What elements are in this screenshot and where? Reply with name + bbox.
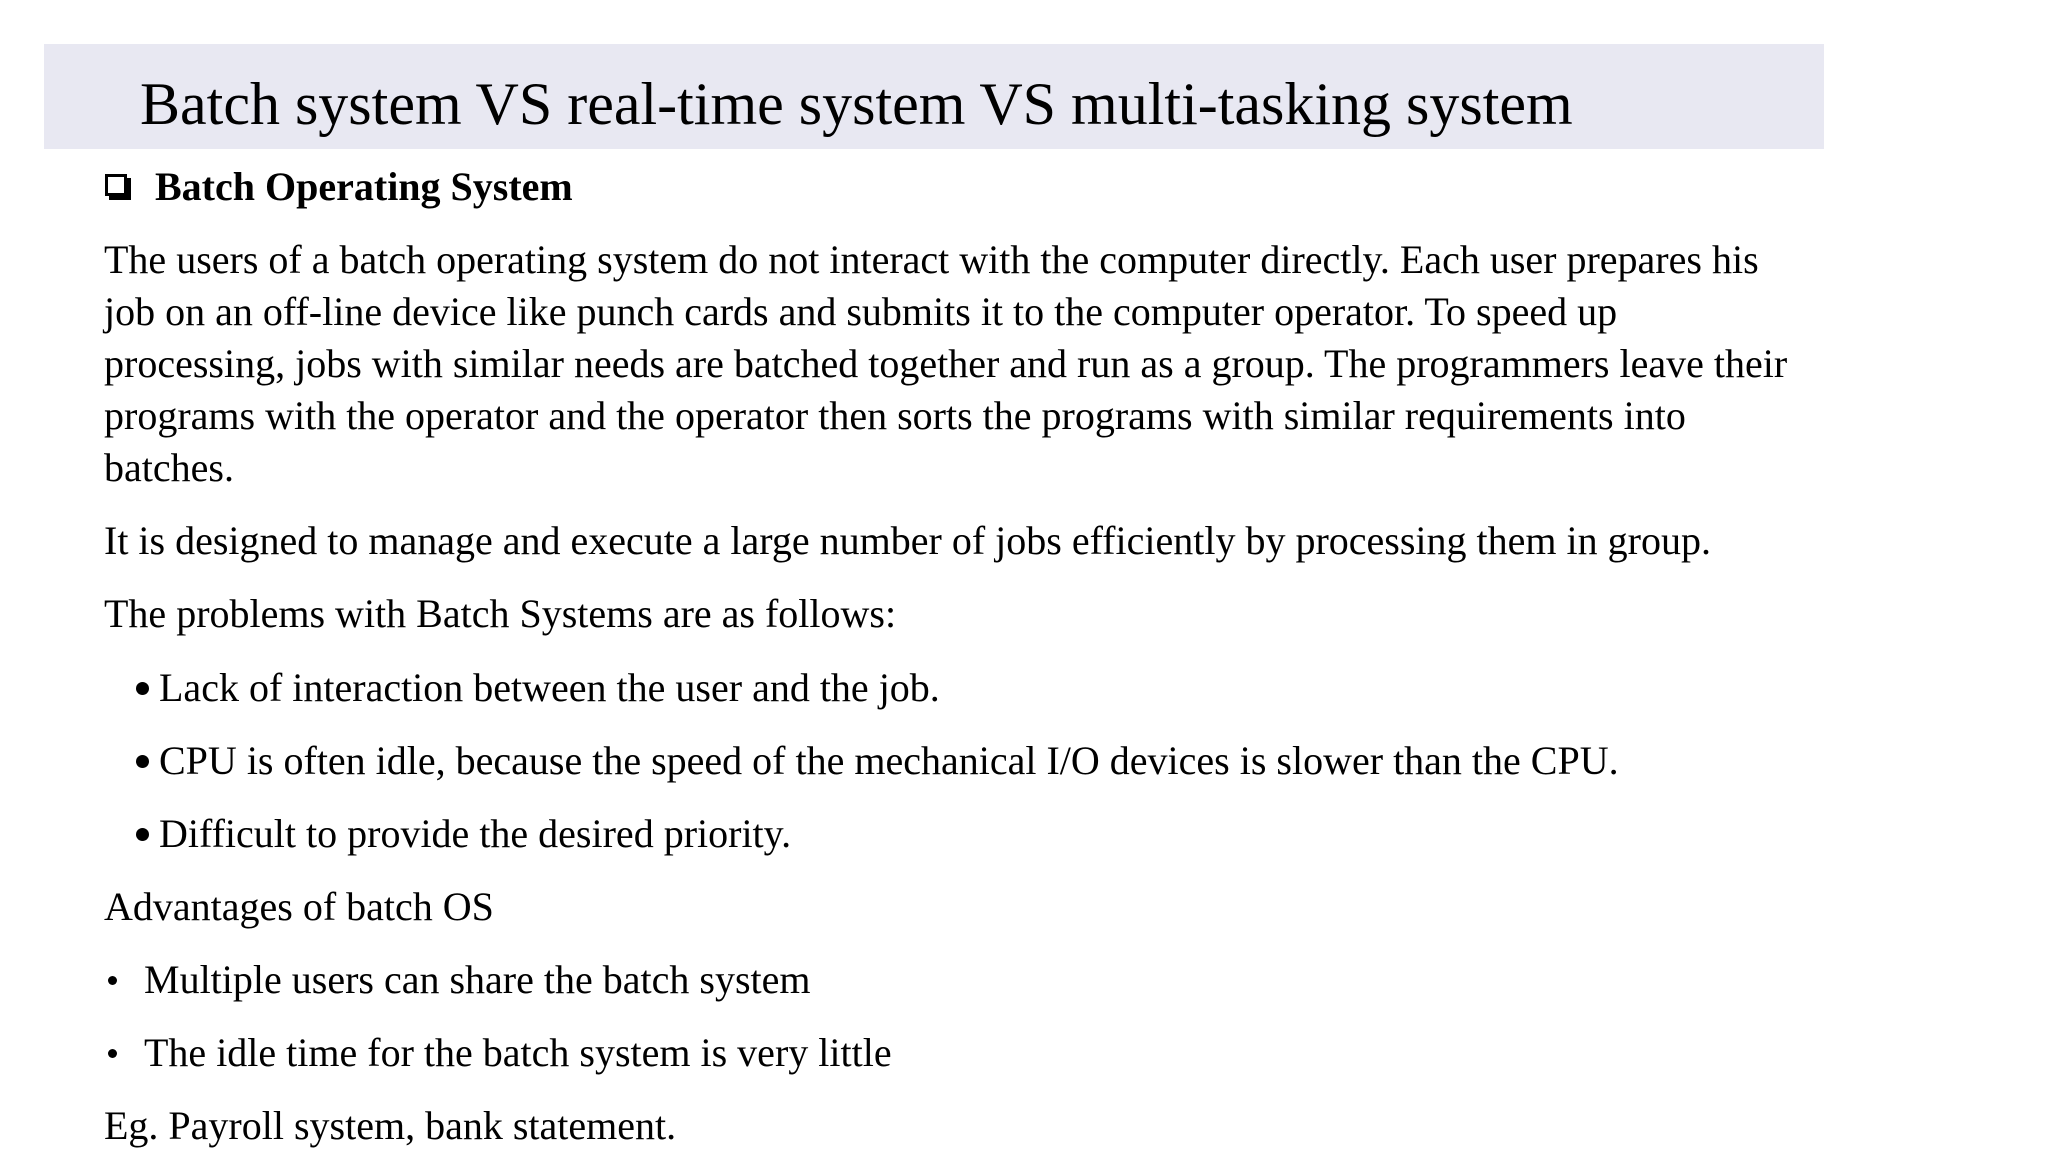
bullet-icon <box>108 976 117 985</box>
bullet-icon <box>108 1049 117 1058</box>
bullet-icon <box>136 828 149 841</box>
advantage-item <box>104 1027 892 1079</box>
intro-line: batches. <box>104 445 234 490</box>
intro-line: The users of a batch operating system do not interact with the computer directly. Each user prepares his <box>104 237 1759 282</box>
problems-heading: The problems with Batch Systems are as follows: <box>104 591 897 636</box>
advantage-text: Multiple users can share the batch system <box>144 957 811 1002</box>
bullet-icon <box>136 682 149 695</box>
slide-title: Batch system VS real-time system VS multi-tasking system <box>140 71 1573 137</box>
problem-item <box>136 808 791 860</box>
advantage-text: The idle time for the batch system is very little <box>144 1030 892 1075</box>
problem-text: Lack of interaction between the user and the job. <box>159 665 940 710</box>
section-heading-label: Batch Operating System <box>155 164 573 209</box>
design-statement: It is designed to manage and execute a large number of jobs efficiently by processing them in group. <box>104 518 1711 563</box>
advantage-item <box>104 954 810 1006</box>
advantages-heading: Advantages of batch OS <box>104 884 494 929</box>
intro-line: programs with the operator and the operator then sorts the programs with similar requirements into <box>104 393 1686 438</box>
checkbox-bullet-icon <box>105 174 127 196</box>
section-heading <box>105 162 573 212</box>
problem-text: Difficult to provide the desired priority. <box>159 811 792 856</box>
example-text: Eg. Payroll system, bank statement. <box>104 1103 677 1148</box>
bullet-icon <box>136 755 149 768</box>
intro-paragraph <box>104 234 1964 494</box>
problem-item <box>136 662 940 714</box>
problem-text: CPU is often idle, because the speed of the mechanical I/O devices is slower than the CPU. <box>159 738 1619 783</box>
intro-line: processing, jobs with similar needs are batched together and run as a group. The programmers leave their <box>104 341 1788 386</box>
intro-line: job on an off-line device like punch cards and submits it to the computer operator. To speed up <box>104 289 1618 334</box>
problem-item <box>136 735 1619 787</box>
